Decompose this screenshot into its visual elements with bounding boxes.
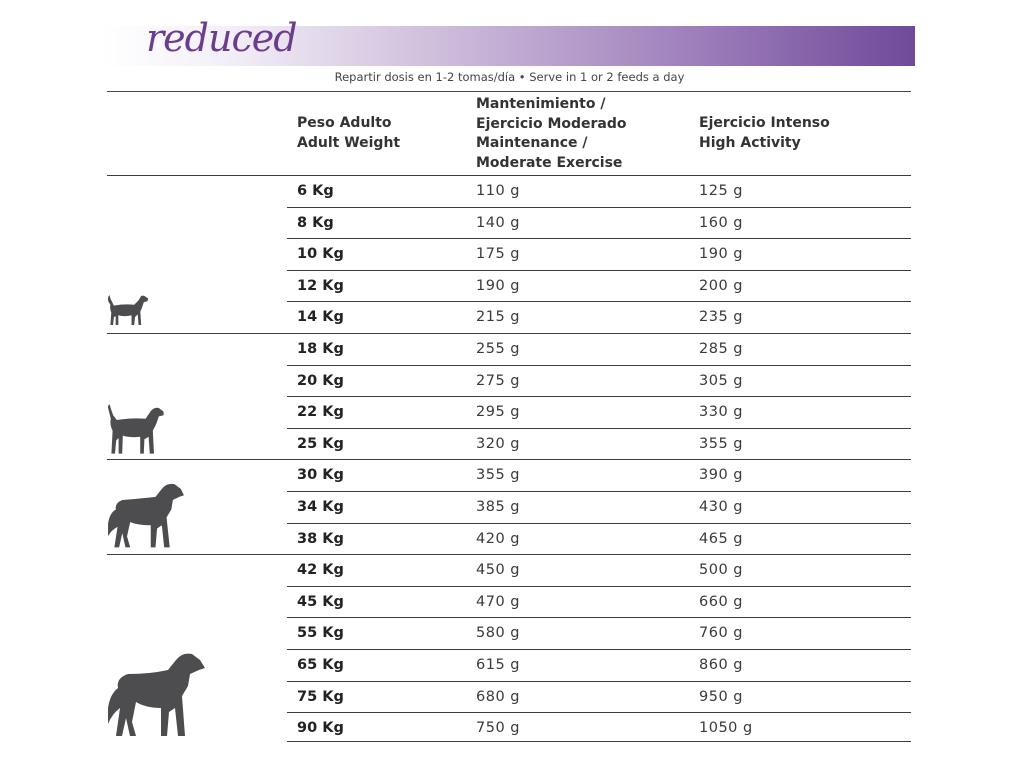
table-row <box>107 175 911 207</box>
high-activity-cell: 200 g <box>699 277 743 294</box>
table-row <box>287 712 911 744</box>
weight-cell: 38 Kg <box>297 530 344 547</box>
table-row <box>287 428 911 460</box>
maintenance-header-line-1: Mantenimiento / <box>476 96 606 112</box>
weight-cell: 20 Kg <box>297 372 344 389</box>
table-row <box>287 586 911 618</box>
table-row <box>287 681 911 713</box>
table-row <box>287 649 911 681</box>
maintenance-cell: 680 g <box>476 688 520 705</box>
high-activity-cell: 390 g <box>699 467 743 484</box>
table-row <box>107 554 911 586</box>
maintenance-cell: 615 g <box>476 657 520 673</box>
weight-cell: 12 Kg <box>297 277 344 294</box>
table-bottom-rule <box>287 741 911 742</box>
high-activity-cell: 660 g <box>699 593 743 610</box>
giant-dog-icon <box>106 652 206 738</box>
large-dog-icon <box>106 481 186 549</box>
high-activity-cell: 500 g <box>699 562 743 579</box>
weight-cell: 18 Kg <box>297 341 344 357</box>
high-activity-cell: 330 g <box>699 404 743 421</box>
weight-cell: 8 Kg <box>297 214 334 231</box>
maintenance-header-line-4: Moderate Exercise <box>476 154 623 171</box>
weight-cell: 75 Kg <box>297 688 344 705</box>
maintenance-cell: 580 g <box>476 625 520 642</box>
high-activity-column-header <box>699 114 830 153</box>
weight-cell: 14 Kg <box>297 309 344 326</box>
high-activity-cell: 860 g <box>699 657 743 673</box>
small-dog-icon <box>106 292 150 328</box>
high-activity-cell: 430 g <box>699 499 743 515</box>
high-activity-cell: 305 g <box>699 372 743 389</box>
maintenance-cell: 275 g <box>476 372 520 389</box>
table-row <box>287 365 911 397</box>
maintenance-cell: 470 g <box>476 593 520 610</box>
table-row <box>287 396 911 428</box>
maintenance-cell: 450 g <box>476 562 520 579</box>
weight-cell: 65 Kg <box>297 657 344 673</box>
weight-column-header <box>297 114 400 153</box>
table-row <box>287 207 911 239</box>
maintenance-cell: 110 g <box>476 183 520 199</box>
table-row <box>287 523 911 555</box>
maintenance-header-line-2: Ejercicio Moderado <box>476 115 627 132</box>
maintenance-cell: 420 g <box>476 530 520 547</box>
weight-cell: 34 Kg <box>297 499 344 515</box>
maintenance-cell: 215 g <box>476 309 520 326</box>
table-row <box>287 238 911 270</box>
weight-cell: 25 Kg <box>297 435 344 452</box>
maintenance-cell: 140 g <box>476 214 520 231</box>
table-row <box>287 301 911 333</box>
weight-cell: 55 Kg <box>297 625 344 642</box>
high-header-es: Ejercicio Intenso <box>699 115 830 131</box>
high-activity-cell: 760 g <box>699 625 743 642</box>
maintenance-column-header <box>476 95 627 173</box>
high-activity-cell: 950 g <box>699 688 743 705</box>
weight-cell: 6 Kg <box>297 183 334 199</box>
weight-header-es: Peso Adulto <box>297 115 392 131</box>
weight-cell: 22 Kg <box>297 404 344 421</box>
table-row <box>107 459 911 491</box>
weight-cell: 30 Kg <box>297 467 344 484</box>
high-activity-cell: 235 g <box>699 309 743 326</box>
weight-header-en: Adult Weight <box>297 134 401 151</box>
table-row <box>287 617 911 649</box>
weight-cell: 45 Kg <box>297 593 344 610</box>
brand-logo: reduced <box>146 16 297 60</box>
table-row <box>107 333 911 365</box>
maintenance-cell: 295 g <box>476 404 520 421</box>
weight-cell: 90 Kg <box>297 720 344 737</box>
high-activity-cell: 285 g <box>699 341 743 357</box>
brand-banner <box>104 16 915 66</box>
high-activity-cell: 125 g <box>699 183 743 199</box>
maintenance-cell: 355 g <box>476 467 520 484</box>
high-activity-cell: 465 g <box>699 530 743 547</box>
maintenance-cell: 255 g <box>476 341 520 357</box>
maintenance-header-line-3: Maintenance / <box>476 135 588 151</box>
high-activity-cell: 1050 g <box>699 720 753 737</box>
weight-cell: 10 Kg <box>297 246 344 263</box>
maintenance-cell: 750 g <box>476 720 520 737</box>
medium-dog-icon <box>106 403 166 455</box>
header-top-rule <box>107 91 911 92</box>
maintenance-cell: 320 g <box>476 435 520 452</box>
maintenance-cell: 190 g <box>476 277 520 294</box>
high-activity-cell: 355 g <box>699 435 743 452</box>
maintenance-cell: 385 g <box>476 499 520 515</box>
high-header-en: High Activity <box>699 134 801 151</box>
serving-note: Repartir dosis en 1-2 tomas/día • Serve in 1 or 2 feeds a day <box>334 70 685 84</box>
weight-cell: 42 Kg <box>297 562 344 579</box>
table-row <box>287 270 911 302</box>
high-activity-cell: 160 g <box>699 214 743 231</box>
maintenance-cell: 175 g <box>476 246 520 263</box>
table-row <box>287 491 911 523</box>
high-activity-cell: 190 g <box>699 246 743 263</box>
